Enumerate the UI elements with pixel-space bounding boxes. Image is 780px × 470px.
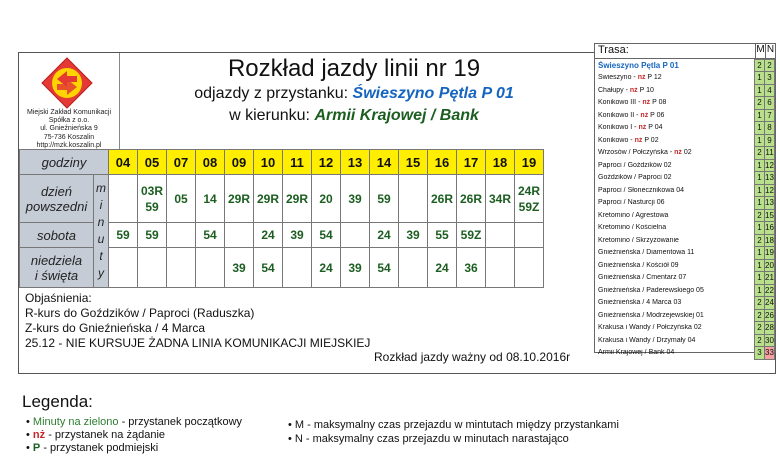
timetable-sheet (18, 44, 776, 374)
route-n-value: 6 (764, 96, 775, 110)
notes: Objaśnienia: R-kurs do Goździków / Paproci (Raduszka) Z-kurs do Gnieźnieńska / 4 Marca 25.12 - NIE KURSUJE ŻADNA LINIA KOMUNIKACJI MIEJSKIEJ (25, 291, 371, 350)
day-type-text: i święta (34, 267, 79, 283)
minuty-letter: u (97, 232, 105, 246)
note-line: Z-kurs do Gnieźnieńska / 4 Marca (25, 321, 206, 335)
departure-minute: 59Z (460, 228, 482, 242)
route-m-value: 1 (754, 184, 765, 198)
minute-cell (515, 175, 544, 223)
legend-item (26, 429, 242, 442)
minute-cell (109, 223, 138, 248)
departure-minute: 39 (232, 260, 246, 275)
route-stop-text: Konikowo II - (598, 111, 641, 119)
route-m-value: 1 (754, 259, 765, 273)
route-stop-text: Krakusa i Wandy / Połczyńska 02 (598, 324, 702, 332)
minute-cell (196, 248, 225, 288)
departure-minute: 54 (319, 228, 333, 242)
route-stop-name (595, 224, 755, 231)
route-stop (595, 59, 775, 72)
route-m-value: 3 (754, 346, 765, 360)
on-request-marker: nż (674, 149, 682, 157)
minute-cell (370, 223, 399, 248)
hour-cell: 11 (283, 150, 312, 175)
route-stop (595, 134, 775, 147)
route-stop-text: Kretomino / Agrestowa (598, 211, 669, 219)
route-n-value: 3 (764, 71, 775, 85)
minute-cell (138, 175, 167, 223)
departure-stop-line: odjazdy z przystanku: Świeszyno Pętla P 01 (194, 85, 514, 102)
route-stop (595, 297, 775, 310)
company-line: Miejski Zakład Komunikacji (26, 109, 112, 116)
on-request-marker: nż (638, 124, 647, 132)
route-n-value: 26 (764, 309, 775, 323)
route-stop (595, 284, 775, 297)
route-n-value: 2 (764, 59, 775, 73)
route-n-value: 21 (764, 271, 775, 285)
direction-stop: Armii Krajowej / Bank (314, 107, 479, 124)
departure-minute: 36 (464, 260, 478, 275)
route-m-value: 1 (754, 159, 765, 173)
route-stop-text: Gnieźnieńska / Paderewskiego 05 (598, 286, 704, 294)
minuty-letter: m (96, 181, 106, 195)
departure-minute: 24R (517, 183, 540, 198)
day-type-text: niedziela (30, 252, 83, 268)
route-n-value: 28 (764, 321, 775, 335)
hour-cell: 08 (196, 150, 225, 175)
minute-cell (225, 175, 254, 223)
route-m-value: 2 (754, 296, 765, 310)
route-stop-text: Armii Krajowej / Bank 04 (598, 349, 675, 357)
route-stop (595, 197, 775, 210)
minute-cell (312, 223, 341, 248)
route-n-value: 13 (764, 171, 775, 185)
minute-cell (341, 223, 370, 248)
minute-cell (254, 248, 283, 288)
legend-bullet: • (26, 429, 33, 441)
day-type-label (20, 248, 94, 288)
legend-title: Legenda: (22, 392, 93, 411)
note-line: R-kurs do Goździków / Paproci (Raduszka) (25, 306, 255, 320)
route-n-value: 7 (764, 109, 775, 123)
route-m-value: 2 (754, 309, 765, 323)
minute-cell (399, 248, 428, 288)
minute-cell (428, 175, 457, 223)
departure-minute: 29R (227, 191, 250, 206)
minuty-letter: t (99, 249, 103, 263)
route-m-value: 2 (754, 146, 765, 160)
route-stop-text: P 10 (639, 86, 654, 94)
route-stop-text: Kretomino / Skrzyżowanie (598, 236, 679, 244)
route-n-value: 19 (764, 246, 775, 260)
minute-cell (428, 223, 457, 248)
route-n-value: 12 (764, 184, 775, 198)
route-stop-name (595, 287, 755, 294)
route-panel (594, 43, 776, 357)
route-stop-text: Paproci / Słonecznikowa 04 (598, 186, 684, 194)
direction-line: w kierunku: Armii Krajowej / Bank (229, 107, 479, 124)
route-stop-name (595, 124, 755, 131)
route-n-value: 30 (764, 334, 775, 348)
hour-cell: 14 (370, 150, 399, 175)
on-request-marker: nż (642, 99, 651, 107)
route-n-value: 12 (764, 159, 775, 173)
route-m-value: 1 (754, 284, 765, 298)
hour-cell: 18 (486, 150, 515, 175)
legend-text: M - maksymalny czas przejazdu w mintutach między przystankami (294, 419, 619, 431)
route-stop-text: Wrzosów / Połczyńska - (598, 149, 675, 157)
route-n-value: 24 (764, 296, 775, 310)
route-stop-text: Chałupy - (598, 86, 630, 94)
route-n-value: 20 (764, 259, 775, 273)
route-stop (595, 247, 775, 260)
departure-minute: 03R (140, 183, 163, 198)
legend-mark: Minuty na zielono (32, 416, 119, 428)
legend-list-2 (288, 418, 619, 446)
route-stop (595, 184, 775, 197)
on-request-marker: nż (637, 74, 646, 82)
route-stop-text: Gnieźnieńska / Diamentowa 11 (598, 249, 695, 257)
legend-item (26, 442, 242, 455)
route-stop (595, 334, 775, 347)
legend-bullet: • (26, 416, 33, 428)
route-n-value: 33 (764, 346, 775, 360)
route-n-value: 15 (764, 209, 775, 223)
minute-cell (515, 223, 544, 248)
departure-minute: 55 (435, 228, 449, 242)
legend-bullet: • (26, 442, 33, 454)
route-m-value: 1 (754, 71, 765, 85)
route-stop-text: P 02 (644, 136, 659, 144)
departure-minute: 24 (319, 260, 333, 275)
legend-list (26, 416, 242, 455)
route-stop-text: Konikowo I - (598, 124, 639, 132)
minuty-letter: y (98, 266, 104, 280)
route-m-value: 1 (754, 246, 765, 260)
route-stop-text: 02 (681, 149, 692, 157)
legend-item (26, 416, 242, 429)
route-stop-name (595, 337, 755, 344)
day-type-text: sobota (36, 227, 77, 243)
route-stop-text: Paproci / Nasturcji 06 (598, 199, 665, 207)
minute-cell (138, 248, 167, 288)
legend-mark: nż (32, 429, 46, 441)
departure-minute: 24 (377, 228, 391, 242)
minute-cell (457, 223, 486, 248)
route-stop-name (595, 237, 755, 244)
route-stop (595, 322, 775, 335)
hour-cell: 05 (138, 150, 167, 175)
route-stop-text: P 08 (652, 99, 667, 107)
minute-cell (167, 248, 196, 288)
route-stop-text: P 06 (650, 111, 665, 119)
minute-cell (196, 175, 225, 223)
departure-minute: 20 (319, 191, 333, 206)
route-stop-name (595, 87, 755, 94)
route-m-value: 1 (754, 134, 765, 148)
day-type-label (20, 223, 94, 248)
route-m-value: 2 (754, 334, 765, 348)
minute-cell (399, 223, 428, 248)
hour-cell: 16 (428, 150, 457, 175)
departure-minute: 54 (203, 228, 217, 242)
route-m-value: 2 (754, 209, 765, 223)
departure-minute: 26R (459, 191, 482, 206)
minute-cell (341, 248, 370, 288)
legend-bullet: • (288, 419, 295, 431)
minute-cell (457, 175, 486, 223)
minute-cell (457, 248, 486, 288)
route-header: Trasa: M N (595, 44, 775, 59)
minute-cell (370, 248, 399, 288)
on-request-marker: nż (640, 111, 649, 119)
minute-cell (254, 175, 283, 223)
route-stop-name (595, 212, 755, 219)
route-m-value: 1 (754, 271, 765, 285)
departure-minute: 14 (203, 191, 217, 206)
company-line: ul. Gnieźnieńska 9 (40, 125, 98, 133)
day-type-text: dzień (40, 183, 73, 199)
route-stop-name (595, 61, 755, 70)
route-stop-name (595, 174, 755, 181)
route-stop-name (595, 262, 755, 269)
company-line: Spółka z o.o. (48, 117, 90, 125)
departure-stop: Świeszyno Pętla P 01 (352, 85, 514, 102)
minuty-letter: i (99, 198, 103, 212)
minuty-label (94, 175, 109, 288)
route-n-value: 8 (764, 121, 775, 135)
route-stop-text: Krakusa i Wandy / Drzymały 04 (598, 336, 696, 344)
route-stop (595, 109, 775, 122)
route-stop-name (595, 249, 755, 256)
minute-cell (370, 175, 399, 223)
route-stop-text: Gnieźnieńska / Kościół 09 (598, 261, 679, 269)
route-stop (595, 234, 775, 247)
route-n-value: 13 (764, 196, 775, 210)
route-stop-name (595, 274, 755, 281)
route-stop (595, 347, 775, 360)
route-m-value: 2 (754, 96, 765, 110)
departure-minute: 05 (174, 191, 188, 206)
minute-cell (283, 175, 312, 223)
route-stop-text: P 01 (662, 60, 679, 70)
company-address (21, 109, 117, 150)
route-n-value: 18 (764, 234, 775, 248)
page-title: Rozkład jazdy linii nr 19 (227, 55, 481, 82)
route-stop (595, 172, 775, 185)
route-stop-name (595, 349, 755, 356)
minute-cell (196, 223, 225, 248)
hour-cell: 09 (225, 150, 254, 175)
route-stop-text: Świeszyno - (598, 74, 638, 82)
minute-cell (225, 248, 254, 288)
minute-cell (312, 175, 341, 223)
route-m-value: 2 (754, 59, 765, 73)
minute-cell (515, 248, 544, 288)
minute-cell (167, 223, 196, 248)
mzk-logo-icon (41, 57, 93, 109)
departure-minute: 59 (145, 228, 159, 242)
minute-cell (254, 223, 283, 248)
hour-cell: 12 (312, 150, 341, 175)
route-stop (595, 309, 775, 322)
route-stop-name (595, 199, 755, 206)
hour-cell: 07 (167, 150, 196, 175)
route-stop-text: Świeszyno Pętla (598, 60, 663, 70)
minute-cell (109, 248, 138, 288)
departure-minute: 29R (285, 191, 308, 206)
route-stop-text: Kretomino / Kościelna (598, 224, 667, 232)
on-request-marker: nż (634, 136, 643, 144)
route-stop (595, 259, 775, 272)
minute-cell (312, 248, 341, 288)
hour-cell: 15 (399, 150, 428, 175)
route-m-value: 1 (754, 121, 765, 135)
route-stop (595, 72, 775, 85)
route-n-value: 16 (764, 221, 775, 235)
route-m-value: 1 (754, 109, 765, 123)
company-line: 75-736 Koszalin (43, 133, 95, 141)
departure-minute: 54 (261, 260, 275, 275)
departure-minute: 54 (377, 260, 391, 275)
departure-minute: 24 (435, 260, 449, 275)
departures-table (19, 149, 544, 288)
route-stop-text: Gnieźnieńska / Modrzejewskiej 01 (598, 311, 704, 319)
departure-minute: 34R (488, 191, 511, 206)
route-stop-text: Konikowo III - (598, 99, 643, 107)
route-stop-text: Gnieźnieńska / Cmentarz 07 (598, 274, 687, 282)
hour-cell: 17 (457, 150, 486, 175)
departure-minute: 39 (290, 228, 304, 242)
legend-text: - przystanek początkowy (118, 416, 243, 428)
route-stop-name (595, 74, 755, 81)
route-stop-text: Paproci / Goździków 02 (598, 161, 672, 169)
route-stop (595, 159, 775, 172)
hour-cell: 10 (254, 150, 283, 175)
minute-cell (167, 175, 196, 223)
departure-minute: 24 (261, 228, 275, 242)
route-stop-name (595, 312, 755, 319)
route-stop-name (595, 99, 755, 106)
route-stop-name (595, 324, 755, 331)
minute-cell (486, 248, 515, 288)
route-n-value: 4 (764, 84, 775, 98)
minute-cell (138, 223, 167, 248)
minute-cell (283, 248, 312, 288)
route-stop-name (595, 137, 755, 144)
route-n-value: 9 (764, 134, 775, 148)
route-stop-name (595, 299, 755, 306)
legend-item (288, 432, 619, 446)
route-stop-text: Goździków / Paproci 02 (598, 174, 672, 182)
hour-cell: 13 (341, 150, 370, 175)
day-type-label (20, 175, 94, 223)
minute-cell (486, 223, 515, 248)
hours-label: godziny (20, 150, 109, 175)
route-stop (595, 222, 775, 235)
departure-minute: 59Z (518, 199, 540, 214)
hour-cell: 04 (109, 150, 138, 175)
minuty-letter: n (97, 215, 105, 229)
hour-cell: 19 (515, 150, 544, 175)
on-request-marker: nż (629, 86, 638, 94)
route-stop-name (595, 149, 755, 156)
route-n-value: 11 (764, 146, 775, 160)
legend-text: - przystanek podmiejski (40, 442, 159, 454)
route-m-value: 1 (754, 171, 765, 185)
legend-mark: P (32, 442, 41, 454)
route-stop-list (595, 59, 775, 359)
route-stop-name (595, 162, 755, 169)
minute-cell (486, 175, 515, 223)
route-stop (595, 209, 775, 222)
company-block (19, 53, 120, 150)
departure-minute: 39 (348, 260, 362, 275)
legend-text: N - maksymalny czas przejazdu w minutach narastająco (294, 433, 569, 445)
route-stop-name (595, 187, 755, 194)
route-n-value: 22 (764, 284, 775, 298)
route-m-value: 2 (754, 321, 765, 335)
day-type-text: powszedni (25, 198, 88, 214)
legend-text: - przystanek na żądanie (45, 429, 166, 441)
departure-minute: 59 (116, 228, 130, 242)
route-stop (595, 97, 775, 110)
route-stop-text: P 12 (647, 74, 662, 82)
minute-cell (399, 175, 428, 223)
route-m-value: 1 (754, 196, 765, 210)
departure-minute: 59 (377, 191, 391, 206)
route-m-value: 2 (754, 234, 765, 248)
minute-cell (283, 223, 312, 248)
departure-minute: 39 (348, 191, 362, 206)
route-stop (595, 122, 775, 135)
route-stop-text: Konikowo - (598, 136, 635, 144)
departure-minute: 59 (145, 199, 159, 214)
route-stop-text: P 04 (648, 124, 663, 132)
company-line: http://mzk.koszalin.pl (36, 141, 102, 149)
minute-cell (428, 248, 457, 288)
legend-item (288, 418, 619, 432)
departure-minute: 29R (256, 191, 279, 206)
route-stop (595, 272, 775, 285)
route-stop-text: Gnieźnieńska / 4 Marca 03 (598, 299, 682, 307)
departure-minute: 39 (406, 228, 420, 242)
legend-bullet: • (288, 433, 295, 445)
minute-cell (225, 223, 254, 248)
route-m-value: 1 (754, 84, 765, 98)
validity-note: Rozkład jazdy ważny od 08.10.2016r (374, 350, 571, 364)
note-line: 25.12 - NIE KURSUJE ŻADNA LINIA KOMUNIKACJI MIEJSKIEJ (25, 336, 371, 350)
route-m-value: 1 (754, 221, 765, 235)
departure-minute: 26R (430, 191, 453, 206)
route-stop (595, 84, 775, 97)
minute-cell (109, 175, 138, 223)
route-stop (595, 147, 775, 160)
route-stop-name (595, 112, 755, 119)
minute-cell (341, 175, 370, 223)
